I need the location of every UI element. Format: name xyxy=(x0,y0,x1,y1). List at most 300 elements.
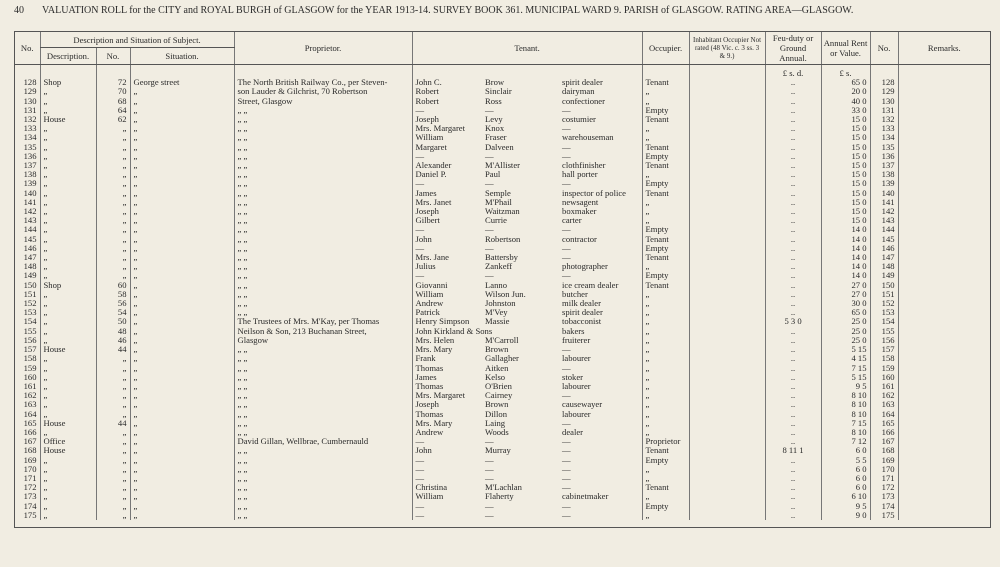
tenant-occupation: — xyxy=(562,344,571,355)
occupier-cell: „ xyxy=(642,400,689,409)
annual-rent-cell: 15 0 xyxy=(821,179,870,188)
valuation-roll-sheet xyxy=(14,31,991,528)
proprietor-cell: „ „ xyxy=(234,207,412,216)
annual-rent-cell: 65 0 xyxy=(821,78,870,87)
street-number-cell: „ xyxy=(96,244,130,253)
description-cell: „ xyxy=(40,262,96,271)
description-cell: „ xyxy=(40,299,96,308)
tenant-surname: Dillon xyxy=(485,408,507,419)
row-number-right: 162 xyxy=(870,391,898,400)
description-cell: „ xyxy=(40,336,96,345)
proprietor-cell: „ „ xyxy=(234,465,412,474)
tenant-first-name: Margaret xyxy=(412,143,482,152)
proprietor-cell: „ „ xyxy=(234,244,412,253)
proprietor-cell: „ „ xyxy=(234,106,412,115)
feu-duty-cell: .. xyxy=(765,428,821,437)
situation-cell: „ xyxy=(130,253,234,262)
situation-cell: „ xyxy=(130,511,234,520)
situation-cell: „ xyxy=(130,317,234,326)
description-cell: „ xyxy=(40,391,96,400)
table-row xyxy=(15,170,990,179)
row-number-right: 151 xyxy=(870,290,898,299)
annual-rent-cell: 8 10 xyxy=(821,410,870,419)
street-number-cell: 46 xyxy=(96,336,130,345)
inhabitant-cell xyxy=(689,115,765,124)
remarks-cell xyxy=(898,216,990,225)
street-number-cell: „ xyxy=(96,170,130,179)
tenant-surname: Gallagher xyxy=(485,353,519,364)
situation-cell: „ xyxy=(130,410,234,419)
tenant-first-name: Robert xyxy=(412,87,482,96)
situation-cell: „ xyxy=(130,170,234,179)
street-number-cell: „ xyxy=(96,410,130,419)
tenant-first-name: Julius xyxy=(412,262,482,271)
row-number: 145 xyxy=(23,233,37,244)
tenant-surname: — xyxy=(485,178,494,189)
description-cell: „ xyxy=(40,161,96,170)
row-number-right: 167 xyxy=(870,437,898,446)
table-row xyxy=(15,465,990,474)
row-number-right: 134 xyxy=(870,133,898,142)
tenant-surname: Paul xyxy=(485,169,501,180)
occupier-cell: Tenant xyxy=(642,161,689,170)
tenant-occupation: — xyxy=(562,463,571,474)
street-number-cell: „ xyxy=(96,465,130,474)
occupier-cell: Empty xyxy=(642,225,689,234)
situation-cell: „ xyxy=(130,382,234,391)
annual-rent-cell: 25 0 xyxy=(821,327,870,336)
tenant-surname: Flaherty xyxy=(485,491,514,502)
row-number-right: 157 xyxy=(870,345,898,354)
street-number-cell: 54 xyxy=(96,308,130,317)
proprietor-cell: „ „ xyxy=(234,225,412,234)
description-cell: „ xyxy=(40,327,96,336)
inhabitant-cell xyxy=(689,170,765,179)
proprietor-cell: Neilson & Son, 213 Buchanan Street, xyxy=(234,327,412,336)
tenant-first-name: Thomas xyxy=(412,382,482,391)
tenant-first-name: Mrs. Margaret xyxy=(412,391,482,400)
occupier-cell: „ xyxy=(642,382,689,391)
annual-rent-cell: 14 0 xyxy=(821,262,870,271)
annual-rent-cell: 5 5 xyxy=(821,456,870,465)
col-proprietor-header: Proprietor. xyxy=(234,32,412,65)
tenant-occupation: causewayer xyxy=(562,399,603,410)
remarks-cell xyxy=(898,244,990,253)
feu-duty-cell: .. xyxy=(765,143,821,152)
row-number: 167 xyxy=(23,436,37,447)
inhabitant-cell xyxy=(689,161,765,170)
tenant-first-name: James xyxy=(412,373,482,382)
table-row xyxy=(15,262,990,271)
annual-rent-cell: 6 10 xyxy=(821,492,870,501)
row-number-right: 130 xyxy=(870,97,898,106)
situation-cell: „ xyxy=(130,345,234,354)
proprietor-cell: „ „ xyxy=(234,474,412,483)
occupier-cell: Tenant xyxy=(642,143,689,152)
situation-cell: „ xyxy=(130,336,234,345)
row-number: 144 xyxy=(23,224,37,235)
proprietor-cell: „ „ xyxy=(234,456,412,465)
situation-cell: „ xyxy=(130,106,234,115)
feu-duty-cell: .. xyxy=(765,262,821,271)
row-number-right: 166 xyxy=(870,428,898,437)
tenant-surname: O'Brien xyxy=(485,380,512,391)
occupier-cell: „ xyxy=(642,308,689,317)
row-number-right: 144 xyxy=(870,225,898,234)
situation-cell: „ xyxy=(130,428,234,437)
situation-cell: „ xyxy=(130,124,234,133)
proprietor-cell: „ „ xyxy=(234,354,412,363)
row-number-right: 143 xyxy=(870,216,898,225)
situation-cell: „ xyxy=(130,373,234,382)
col-situation-header: Situation. xyxy=(130,48,234,65)
proprietor-cell: „ „ xyxy=(234,502,412,511)
annual-rent-cell: 8 10 xyxy=(821,391,870,400)
inhabitant-cell xyxy=(689,456,765,465)
feu-duty-cell: .. xyxy=(765,179,821,188)
tenant-surname: Wilson Jun. xyxy=(485,288,526,299)
street-number-cell: „ xyxy=(96,207,130,216)
row-number: 140 xyxy=(23,187,37,198)
feu-duty-cell: .. xyxy=(765,410,821,419)
occupier-cell: „ xyxy=(642,419,689,428)
description-cell: „ xyxy=(40,124,96,133)
inhabitant-cell xyxy=(689,502,765,511)
tenant-first-name: — xyxy=(412,437,482,446)
proprietor-cell: „ „ xyxy=(234,262,412,271)
proprietor-cell: „ „ xyxy=(234,483,412,492)
tenant-first-name: — xyxy=(412,465,482,474)
row-number: 151 xyxy=(23,288,37,299)
situation-cell: „ xyxy=(130,474,234,483)
annual-rent-cell: 8 10 xyxy=(821,400,870,409)
occupier-cell: „ xyxy=(642,410,689,419)
tenant-occupation: — xyxy=(562,454,571,465)
remarks-cell xyxy=(898,336,990,345)
street-number-cell: „ xyxy=(96,179,130,188)
inhabitant-cell xyxy=(689,225,765,234)
row-number-right: 170 xyxy=(870,465,898,474)
situation-cell: „ xyxy=(130,465,234,474)
proprietor-cell: „ „ xyxy=(234,161,412,170)
tenant-occupation: spirit dealer xyxy=(562,307,603,318)
description-cell: „ xyxy=(40,253,96,262)
remarks-cell xyxy=(898,410,990,419)
situation-cell: „ xyxy=(130,446,234,455)
row-number: 156 xyxy=(23,334,37,345)
row-number: 138 xyxy=(23,169,37,180)
tenant-first-name: Joseph xyxy=(412,207,482,216)
occupier-cell: Tenant xyxy=(642,281,689,290)
tenant-occupation: — xyxy=(562,141,571,152)
tenant-occupation: inspector of police xyxy=(562,187,626,198)
feu-duty-cell: .. xyxy=(765,400,821,409)
tenant-surname: Kelso xyxy=(485,371,506,382)
row-number: 162 xyxy=(23,390,37,401)
table-row xyxy=(15,235,990,244)
proprietor-cell: „ „ xyxy=(234,391,412,400)
proprietor-cell: „ „ xyxy=(234,446,412,455)
tenant-surname: M'Vey xyxy=(485,307,508,318)
tenant-surname: — xyxy=(485,509,494,520)
inhabitant-cell xyxy=(689,244,765,253)
tenant-first-name: — xyxy=(412,474,482,483)
tenant-surname: — xyxy=(485,472,494,483)
occupier-cell: Tenant xyxy=(642,253,689,262)
row-number-right: 154 xyxy=(870,317,898,326)
occupier-cell: „ xyxy=(642,354,689,363)
street-number-cell: 50 xyxy=(96,317,130,326)
remarks-cell xyxy=(898,327,990,336)
remarks-cell xyxy=(898,483,990,492)
row-number-right: 174 xyxy=(870,502,898,511)
remarks-cell xyxy=(898,391,990,400)
remarks-cell xyxy=(898,400,990,409)
inhabitant-cell xyxy=(689,106,765,115)
annual-rent-cell: 9 5 xyxy=(821,382,870,391)
tenant-first-name: William xyxy=(412,133,482,142)
occupier-cell: Empty xyxy=(642,456,689,465)
tenant-surname: Aitken xyxy=(485,362,509,373)
tenant-surname: Battersby xyxy=(485,252,518,263)
tenant-occupation: carter xyxy=(562,215,582,226)
remarks-cell xyxy=(898,308,990,317)
remarks-cell xyxy=(898,87,990,96)
remarks-cell xyxy=(898,281,990,290)
description-cell: „ xyxy=(40,189,96,198)
feu-duty-cell: .. xyxy=(765,327,821,336)
tenant-occupation: — xyxy=(562,417,571,428)
street-number-cell: 56 xyxy=(96,299,130,308)
tenant-surname: Brown xyxy=(485,344,509,355)
tenant-first-name: — xyxy=(412,179,482,188)
feu-duty-cell: .. xyxy=(765,115,821,124)
situation-cell: „ xyxy=(130,354,234,363)
annual-rent-cell: 15 0 xyxy=(821,133,870,142)
feu-duty-cell: .. xyxy=(765,161,821,170)
tenant-first-name: Joseph xyxy=(412,400,482,409)
row-number-right: 164 xyxy=(870,410,898,419)
tenant-surname: Dalveen xyxy=(485,141,514,152)
annual-rent-cell: 15 0 xyxy=(821,216,870,225)
occupier-cell: „ xyxy=(642,170,689,179)
tenant-surname: M'Lachlan xyxy=(485,482,522,493)
tenant-surname: M'Carroll xyxy=(485,334,519,345)
tenant-first-name: Frank xyxy=(412,354,482,363)
inhabitant-cell xyxy=(689,207,765,216)
remarks-cell xyxy=(898,373,990,382)
occupier-cell: „ xyxy=(642,474,689,483)
inhabitant-cell xyxy=(689,364,765,373)
tenant-occupation: warehouseman xyxy=(562,132,614,143)
proprietor-cell: „ „ xyxy=(234,382,412,391)
description-cell: „ xyxy=(40,198,96,207)
remarks-cell xyxy=(898,179,990,188)
street-number-cell: „ xyxy=(96,225,130,234)
inhabitant-cell xyxy=(689,97,765,106)
row-number-right: 138 xyxy=(870,170,898,179)
col-no2-header: No. xyxy=(870,32,898,65)
occupier-cell: „ xyxy=(642,465,689,474)
remarks-cell xyxy=(898,428,990,437)
annual-rent-cell: 14 0 xyxy=(821,271,870,280)
remarks-cell xyxy=(898,317,990,326)
row-number-right: 155 xyxy=(870,327,898,336)
tenant-surname: Levy xyxy=(485,114,503,125)
annual-rent-cell: 27 0 xyxy=(821,281,870,290)
street-number-cell: 64 xyxy=(96,106,130,115)
row-number: 164 xyxy=(23,408,37,419)
proprietor-cell: „ „ xyxy=(234,271,412,280)
tenant-occupation: tobacconist xyxy=(562,316,602,327)
description-cell: „ xyxy=(40,317,96,326)
proprietor-cell: „ „ xyxy=(234,511,412,520)
annual-rent-cell: 7 15 xyxy=(821,364,870,373)
inhabitant-cell xyxy=(689,152,765,161)
tenant-surname: — xyxy=(485,500,494,511)
annual-rent-cell: 9 5 xyxy=(821,502,870,511)
inhabitant-cell xyxy=(689,179,765,188)
inhabitant-cell xyxy=(689,317,765,326)
description-cell: „ xyxy=(40,373,96,382)
tenant-first-name: — xyxy=(412,152,482,161)
feu-duty-cell: .. xyxy=(765,253,821,262)
col-remarks-header: Remarks. xyxy=(898,32,990,65)
proprietor-cell: „ „ xyxy=(234,152,412,161)
street-number-cell: „ xyxy=(96,271,130,280)
tenant-first-name: Andrew xyxy=(412,299,482,308)
tenant-occupation: — xyxy=(562,509,571,520)
tenant-first-name: William xyxy=(412,290,482,299)
remarks-cell xyxy=(898,446,990,455)
annual-rent-cell: 27 0 xyxy=(821,290,870,299)
annual-rent-cell: 4 15 xyxy=(821,354,870,363)
annual-rent-cell: 6 0 xyxy=(821,483,870,492)
tenant-occupation: butcher xyxy=(562,288,588,299)
feu-duty-cell: .. xyxy=(765,106,821,115)
occupier-cell: Tenant xyxy=(642,446,689,455)
tenant-occupation: — xyxy=(562,123,571,134)
tenant-first-name: — xyxy=(412,106,482,115)
remarks-cell xyxy=(898,225,990,234)
col-no-header: No. xyxy=(15,32,40,65)
street-number-cell: „ xyxy=(96,216,130,225)
row-number: 147 xyxy=(23,252,37,263)
remarks-cell xyxy=(898,437,990,446)
description-cell: „ xyxy=(40,474,96,483)
situation-cell: „ xyxy=(130,299,234,308)
row-number: 149 xyxy=(23,270,37,281)
situation-cell: „ xyxy=(130,400,234,409)
tenant-surname: Woods xyxy=(485,426,509,437)
tenant-occupation: hall porter xyxy=(562,169,598,180)
proprietor-cell: „ „ xyxy=(234,410,412,419)
occupier-cell: „ xyxy=(642,428,689,437)
feu-duty-cell: .. xyxy=(765,170,821,179)
description-cell: „ xyxy=(40,87,96,96)
tenant-surname: Knox xyxy=(485,123,505,134)
tenant-first-name: Giovanni xyxy=(412,281,482,290)
row-number: 142 xyxy=(23,206,37,217)
annual-rent-cell: 15 0 xyxy=(821,170,870,179)
situation-cell: „ xyxy=(130,143,234,152)
description-cell: „ xyxy=(40,465,96,474)
tenant-occupation: contractor xyxy=(562,233,597,244)
annual-rent-cell: 14 0 xyxy=(821,253,870,262)
inhabitant-cell xyxy=(689,327,765,336)
street-number-cell: „ xyxy=(96,428,130,437)
inhabitant-cell xyxy=(689,133,765,142)
inhabitant-cell xyxy=(689,483,765,492)
tenant-occupation: — xyxy=(562,500,571,511)
tenant-first-name: — xyxy=(412,456,482,465)
tenant-occupation: milk dealer xyxy=(562,298,601,309)
proprietor-cell: „ „ xyxy=(234,216,412,225)
street-number-cell: „ xyxy=(96,189,130,198)
proprietor-cell: „ „ xyxy=(234,235,412,244)
situation-cell: „ xyxy=(130,456,234,465)
remarks-cell xyxy=(898,189,990,198)
inhabitant-cell xyxy=(689,336,765,345)
row-number-right: 139 xyxy=(870,179,898,188)
proprietor-cell: „ „ xyxy=(234,133,412,142)
col-feu-header: Feu-duty or Ground Annual. xyxy=(765,32,821,65)
situation-cell: „ xyxy=(130,235,234,244)
tenant-surname: Robertson xyxy=(485,233,521,244)
feu-duty-cell: .. xyxy=(765,124,821,133)
description-cell: „ xyxy=(40,179,96,188)
tenant-occupation: dealer xyxy=(562,426,584,437)
tenant-occupation: boxmaker xyxy=(562,206,597,217)
feu-duty-cell: .. xyxy=(765,133,821,142)
description-cell: Office xyxy=(40,437,96,446)
annual-rent-cell: 20 0 xyxy=(821,87,870,96)
occupier-cell: Tenant xyxy=(642,189,689,198)
description-cell: „ xyxy=(40,235,96,244)
description-cell: „ xyxy=(40,364,96,373)
inhabitant-cell xyxy=(689,391,765,400)
description-cell: „ xyxy=(40,271,96,280)
feu-duty-cell: .. xyxy=(765,244,821,253)
remarks-cell xyxy=(898,78,990,87)
street-number-cell: „ xyxy=(96,161,130,170)
situation-cell: „ xyxy=(130,198,234,207)
tenant-first-name: Daniel P. xyxy=(412,170,482,179)
situation-cell: „ xyxy=(130,244,234,253)
feu-duty-cell: .. xyxy=(765,391,821,400)
col-description-header: Description. xyxy=(40,48,96,65)
feu-duty-cell: .. xyxy=(765,465,821,474)
annual-rent-cell: 6 0 xyxy=(821,474,870,483)
row-number: 166 xyxy=(23,426,37,437)
tenant-occupation: spirit dealer xyxy=(562,77,603,88)
tenant-surname: M'Allister xyxy=(485,160,520,171)
remarks-cell xyxy=(898,290,990,299)
street-number-cell: „ xyxy=(96,253,130,262)
street-number-cell: 70 xyxy=(96,87,130,96)
description-cell: „ xyxy=(40,106,96,115)
street-number-cell: „ xyxy=(96,502,130,511)
inhabitant-cell xyxy=(689,290,765,299)
description-cell: „ xyxy=(40,502,96,511)
situation-cell: „ xyxy=(130,327,234,336)
row-number: 160 xyxy=(23,371,37,382)
rent-units: £ s. xyxy=(821,65,870,79)
tenant-surname: Zankeff xyxy=(485,261,513,272)
description-cell: „ xyxy=(40,170,96,179)
description-cell: Shop xyxy=(40,78,96,87)
tenant-occupation: — xyxy=(562,150,571,161)
